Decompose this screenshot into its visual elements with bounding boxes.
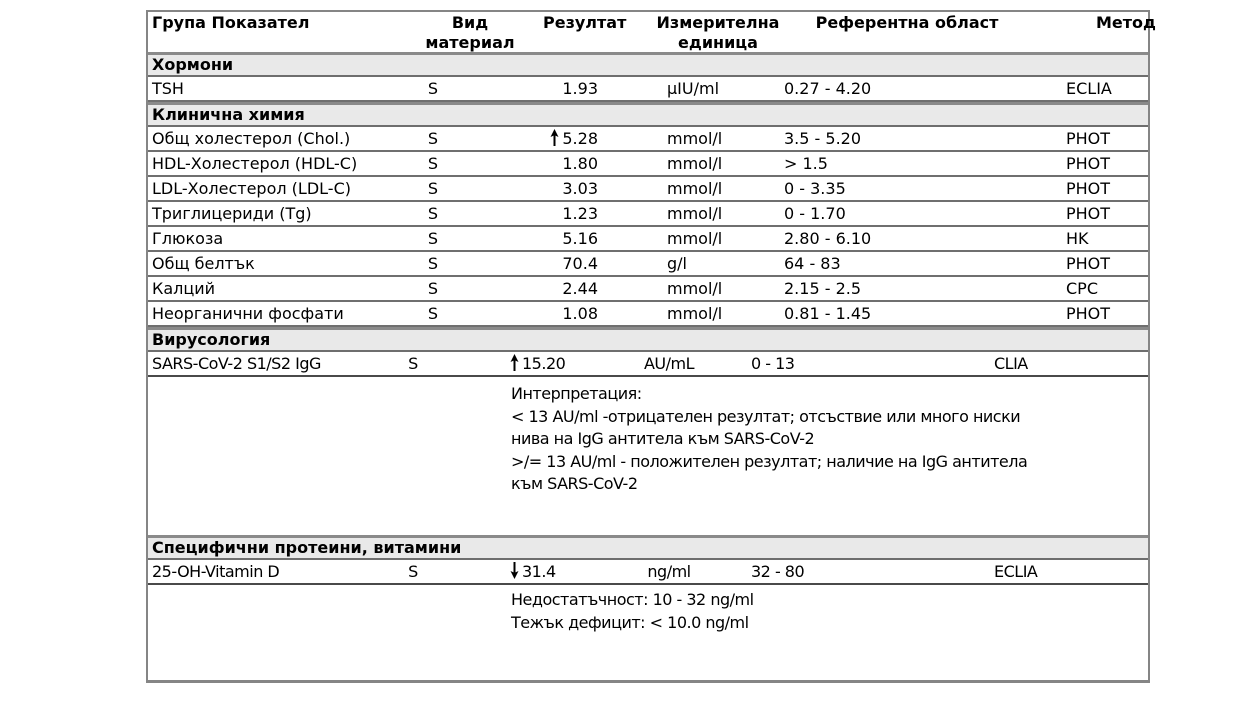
low-value-arrow-icon [510, 562, 519, 579]
table-header-row [148, 12, 1156, 52]
method-cell: PHOT [1066, 254, 1111, 273]
method-cell: HK [1066, 229, 1089, 248]
note-line: >/= 13 AU/ml - положителен резултат; наличие на IgG антитела [511, 451, 1028, 471]
analyte-name: TSH [152, 79, 184, 98]
material-cell: S [427, 304, 439, 323]
unit-cell: mmol/l [667, 304, 723, 323]
unit-cell: g/l [667, 254, 687, 273]
table-row-ldl [148, 177, 1148, 202]
header-measure-unit: Измерителна единица [656, 13, 780, 52]
material-cell: S [408, 354, 418, 373]
interpretation-notes [148, 377, 1148, 535]
section-header-virology [148, 327, 1148, 352]
section-title: Хормони [152, 55, 234, 74]
material-cell: S [427, 229, 439, 248]
section-title: Вирусология [152, 330, 271, 349]
table-row-calcium [148, 277, 1148, 302]
vitamin-d-notes [148, 585, 1148, 673]
result-cell [510, 560, 556, 583]
unit-cell: mmol/l [667, 129, 723, 148]
table-row-sars-cov2-igg [148, 352, 1148, 377]
result-cell: 1.23 [562, 204, 598, 223]
result-cell: 2.44 [562, 279, 598, 298]
result-cell [510, 352, 565, 375]
analyte-name: 25-OH-Vitamin D [152, 562, 280, 581]
section-header-hormones [148, 52, 1148, 77]
method-cell: CPC [1066, 279, 1098, 298]
high-value-arrow-icon [510, 354, 519, 371]
unit-cell: mmol/l [667, 154, 723, 173]
unit-cell: mmol/l [667, 229, 723, 248]
analyte-name: Неорганични фосфати [152, 304, 344, 323]
result-cell: 1.93 [562, 79, 598, 98]
table-row-hdl [148, 152, 1148, 177]
reference-cell: 0 - 1.70 [784, 204, 846, 223]
result-cell: 70.4 [562, 254, 598, 273]
table-row-vitamin-d [148, 560, 1148, 585]
method-cell: PHOT [1066, 129, 1111, 148]
high-value-arrow-icon [550, 129, 559, 146]
note-line: Интерпретация: [511, 384, 642, 403]
header-material-type: Вид материал [425, 13, 515, 52]
reference-cell: > 1.5 [784, 154, 828, 173]
header-group-indicator: Група Показател [152, 13, 310, 32]
unit-cell: mmol/l [667, 179, 723, 198]
header-result: Резултат [543, 13, 627, 32]
method-cell: PHOT [1066, 304, 1111, 323]
unit-cell: AU/mL [643, 354, 695, 373]
analyte-name: LDL-Холестерол (LDL-C) [152, 179, 351, 198]
header-reference-range: Референтна област [815, 13, 999, 32]
section-header-clinical-chemistry [148, 102, 1148, 127]
reference-cell: 0 - 3.35 [784, 179, 846, 198]
reference-cell: 0 - 13 [751, 354, 795, 373]
material-cell: S [427, 129, 439, 148]
analyte-name: SARS-CoV-2 S1/S2 IgG [152, 354, 321, 373]
material-cell: S [427, 179, 439, 198]
reference-cell: 0.81 - 1.45 [784, 304, 872, 323]
unit-cell: mmol/l [667, 279, 723, 298]
reference-cell: 0.27 - 4.20 [784, 79, 872, 98]
table-row-total-protein [148, 252, 1148, 277]
reference-cell: 2.80 - 6.10 [784, 229, 872, 248]
table-row-tsh [148, 77, 1148, 102]
section-header-specific-proteins-vitamins [148, 535, 1148, 560]
unit-cell: ng/ml [647, 562, 691, 581]
material-cell: S [427, 154, 439, 173]
section-title: Специфични протеини, витамини [152, 538, 462, 557]
reference-cell: 2.15 - 2.5 [784, 279, 862, 298]
header-method: Метод [1096, 13, 1156, 32]
method-cell: ECLIA [994, 562, 1038, 581]
material-cell: S [408, 562, 418, 581]
material-cell: S [427, 79, 439, 98]
method-cell: PHOT [1066, 204, 1111, 223]
reference-cell: 64 - 83 [784, 254, 841, 273]
table-row-cholesterol [148, 127, 1148, 152]
table-row-phosphates [148, 302, 1148, 327]
reference-cell: 32 - 80 [751, 562, 805, 581]
method-cell: CLIA [994, 354, 1028, 373]
lab-results-table [146, 10, 1156, 683]
analyte-name: Калций [152, 279, 216, 298]
method-cell: PHOT [1066, 179, 1111, 198]
reference-cell: 3.5 - 5.20 [784, 129, 862, 148]
result-value: 31.4 [522, 562, 556, 581]
analyte-name: HDL-Холестерол (HDL-C) [152, 154, 358, 173]
material-cell: S [427, 279, 439, 298]
material-cell: S [427, 204, 439, 223]
analyte-name: Триглицериди (Tg) [152, 204, 312, 223]
result-cell [478, 127, 598, 150]
result-cell: 1.80 [562, 154, 598, 173]
result-cell: 3.03 [562, 179, 598, 198]
note-line: < 13 AU/ml -отрицателен резултат; отсъствие или много ниски [511, 406, 1021, 426]
method-cell: PHOT [1066, 154, 1111, 173]
note-line: нива на IgG антитела към SARS-CoV-2 [511, 429, 815, 448]
method-cell: ECLIA [1066, 79, 1112, 98]
note-line: Тежък дефицит: < 10.0 ng/ml [511, 612, 749, 632]
note-line: Недостатъчност: 10 - 32 ng/ml [511, 590, 754, 609]
result-value: 15.20 [522, 354, 566, 373]
section-title: Клинична химия [152, 105, 305, 124]
analyte-name: Общ белтък [152, 254, 255, 273]
table-row-glucose [148, 227, 1148, 252]
analyte-name: Общ холестерол (Chol.) [152, 129, 351, 148]
result-value: 5.28 [562, 129, 598, 148]
unit-cell: µIU/ml [667, 79, 720, 98]
unit-cell: mmol/l [667, 204, 723, 223]
material-cell: S [427, 254, 439, 273]
result-cell: 1.08 [562, 304, 598, 323]
result-cell: 5.16 [562, 229, 598, 248]
note-line: към SARS-CoV-2 [511, 474, 638, 493]
table-row-triglycerides [148, 202, 1148, 227]
analyte-name: Глюкоза [152, 229, 224, 248]
